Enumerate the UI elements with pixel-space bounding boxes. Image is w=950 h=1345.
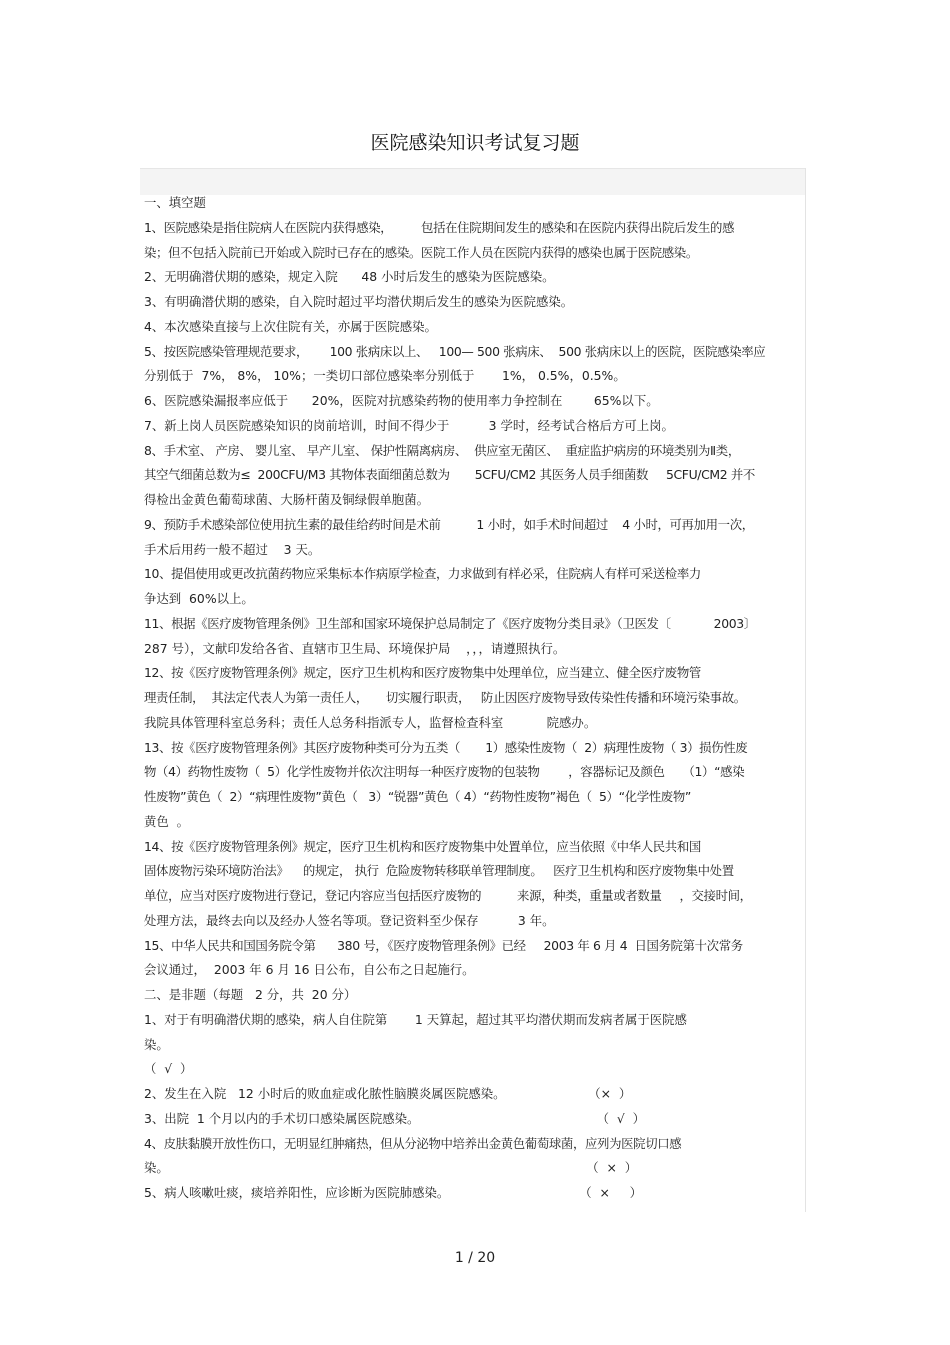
text-line: 287 号），文献印发给各省、直辖市卫生局、环境保护局 ，，，请遵照执行。 (144, 640, 566, 656)
document-body (144, 191, 804, 1206)
text-line: 染。 （ × ） (144, 1160, 638, 1176)
document-title: 医院感染知识考试复习题 (370, 132, 580, 154)
section-heading: 二、是非题（每题 2 分，共 20 分） (144, 987, 357, 1002)
text-line: 处理方法，最终去向以及经办人签名等项。登记资料至少保存 3 年。 (144, 912, 555, 928)
answer-mark: （ √ ） (144, 1061, 193, 1077)
text-line: 10、提倡使用或更改抗菌药物应采集标本作病原学检查，力求做到有样必采，住院病人有样可采送检率力 (144, 566, 701, 582)
text-line: 3、有明确潜伏期的感染，自入院时超过平均潜伏期后发生的感染为医院感染。 (144, 294, 574, 309)
text-line: 2、发生在入院 12 小时后的败血症或化脓性脑膜炎属医院感染。 （× ） (144, 1086, 632, 1101)
text-line: 4、本次感染直接与上次住院有关，亦属于医院感染。 (144, 318, 437, 334)
text-line: 物（4）药物性废物（ 5）化学性废物并依次注明每一种医疗废物的包装物 ，容器标记及颜色 （1）“感染 (144, 764, 745, 780)
text-line: 9、预防手术感染部位使用抗生素的最佳给药时间是术前 1 小时，如手术时间超过 4 小时，可再加用一次， (144, 516, 754, 532)
text-line: 性废物”黄色（ 2）“病理性废物”黄色（ 3）“锐器”黄色（ 4）“药物性废物”褐色（ 5）“化学性废物” (144, 789, 691, 804)
text-line: 2、无明确潜伏期的感染，规定入院 48 小时后发生的感染为医院感染。 (144, 269, 555, 285)
text-line: 8、手术室、 产房、 婴儿室、 早产儿室、 保护性隔离病房、 供应室无菌区、 重症监护病房的环境类别为Ⅱ类， (144, 442, 740, 458)
page-number: 1 / 20 (454, 1250, 496, 1266)
text-line: 手术后用药一般不超过 3 天。 (144, 541, 321, 557)
text-line: 固体废物污染环境防治法》 的规定， 执行 危险废物转移联单管理制度。 医疗卫生机构和医疗废物集中处置 (144, 863, 734, 879)
text-line: 7、新上岗人员医院感染知识的岗前培训，时间不得少于 3 学时，经考试合格后方可上岗。 (144, 417, 674, 433)
text-line: 会议通过， 2003 年 6 月 16 日公布，自公布之日起施行。 (144, 962, 475, 978)
text-line: 单位，应当对医疗废物进行登记，登记内容应当包括医疗废物的 来源，种类，重量或者数量 ，交接时间， (144, 888, 752, 903)
text-line: 12、按《医疗废物管理条例》规定，医疗卫生机构和医疗废物集中处理单位，应当建立、健全医疗废物管 (144, 665, 701, 681)
text-line: 分别低于 7%， 8%， 10%；一类切口部位感染率分别低于 1%， 0.5%，0.5%。 (144, 368, 626, 384)
text-line: 1、医院感染是指住院病人在医院内获得感染， 包括在住院期间发生的感染和在医院内获得出院后发生的感 (144, 219, 735, 235)
text-line: 13、按《医疗废物管理条例》其医疗废物种类可分为五类（ 1）感染性废物（ 2）病理性废物（ 3）损伤性废 (144, 739, 748, 755)
text-line: 黄色 。 (144, 813, 190, 829)
text-line: 5、病人咳嗽吐痰，痰培养阳性，应诊断为医院肺感染。 （ × ） (144, 1185, 642, 1200)
text-line: 1、对于有明确潜伏期的感染，病人自住院第 1 天算起，超过其平均潜伏期而发病者属于医院感 (144, 1011, 687, 1027)
text-line: 其空气细菌总数为≤ 200CFU/M3 其物体表面细菌总数为 5CFU/CM2 其医务人员手细菌数 5CFU/CM2 并不 (144, 467, 755, 483)
text-line: 15、中华人民共和国国务院令第 380 号，《医疗废物管理条例》已经 2003 年 6 月 4 日国务院第十次常务 (144, 937, 743, 953)
text-line: 14、按《医疗废物管理条例》规定，医疗卫生机构和医疗废物集中处置单位，应当依照《中华人民共和国 (144, 838, 701, 854)
text-line: 理责任制， 其法定代表人为第一责任人， 切实履行职责， 防止因医疗废物导致传染性传播和环境污染事故。 (144, 690, 746, 705)
text-line: 我院具体管理科室总务科；责任人总务科指派专人，监督检查科室 院感办。 (144, 714, 597, 730)
section-heading: 一、填空题 (144, 195, 206, 210)
text-line: 得检出金黄色葡萄球菌、大肠杆菌及铜绿假单胞菌。 (144, 492, 429, 507)
text-line: 染；但不包括入院前已开始或入院时已存在的感染。医院工作人员在医院内获得的感染也属于医院感染。 (144, 244, 698, 260)
right-margin-rule (805, 168, 806, 1212)
text-line: 染。 (144, 1036, 169, 1052)
text-line: 4、皮肤黏膜开放性伤口，无明显红肿痛热，但从分泌物中培养出金黄色葡萄球菌，应列为医院切口感 (144, 1135, 682, 1151)
text-line: 11、根据《医疗废物管理条例》卫生部和国家环境保护总局制定了《医疗废物分类目录》（卫医发〔 2003〕 (144, 615, 756, 631)
text-line: 6、医院感染漏报率应低于 20%，医院对抗感染药物的使用率力争控制在 65%以下。 (144, 393, 659, 408)
text-line: 3、出院 1 个月以内的手术切口感染属医院感染。 （ √ ） (144, 1110, 646, 1126)
text-line: 争达到 60%以上。 (144, 591, 254, 606)
text-line: 5、按医院感染管理规范要求， 100 张病床以上、 100— 500 张病床、 500 张病床以上的医院，医院感染率应 (144, 343, 766, 359)
